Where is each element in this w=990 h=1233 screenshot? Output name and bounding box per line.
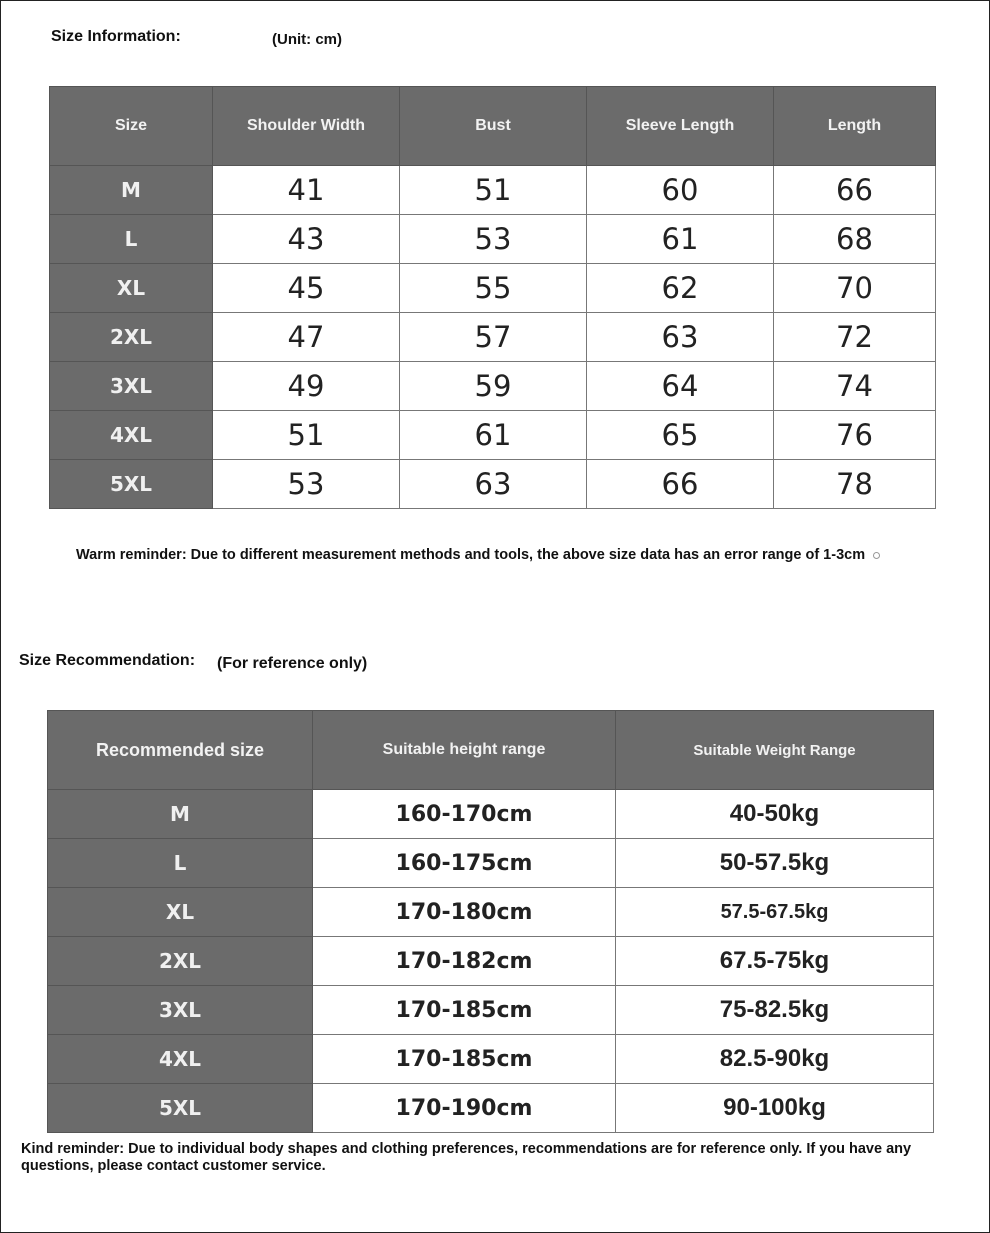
shoulder-width-cell: 45 <box>213 264 400 313</box>
size-info-table <box>49 86 936 509</box>
shoulder-width-cell: 47 <box>213 313 400 362</box>
length-cell: 74 <box>774 362 936 411</box>
size-recommendation-row <box>48 1035 934 1084</box>
size-cell: XL <box>50 264 213 313</box>
warm-reminder-text: Warm reminder: Due to different measurement methods and tools, the above size data has an error range of 1-3cm <box>76 547 866 563</box>
size-cell: L <box>50 215 213 264</box>
bust-cell: 55 <box>400 264 587 313</box>
size-recommendation-row <box>48 790 934 839</box>
header-bust: Bust <box>400 87 587 166</box>
recommended-size-cell: M <box>48 790 313 839</box>
bust-cell: 57 <box>400 313 587 362</box>
size-info-title: Size Information: <box>51 28 181 45</box>
warm-reminder <box>76 547 880 563</box>
size-info-row <box>50 460 936 509</box>
size-recommendation-header-row <box>48 711 934 790</box>
shoulder-width-cell: 41 <box>213 166 400 215</box>
height-range-cell: 170-185cm <box>313 986 616 1035</box>
weight-range-cell: 57.5-67.5kg <box>616 888 934 937</box>
shoulder-width-cell: 53 <box>213 460 400 509</box>
size-recommendation-row <box>48 986 934 1035</box>
size-cell: 3XL <box>50 362 213 411</box>
header-size: Size <box>50 87 213 166</box>
height-range-cell: 160-175cm <box>313 839 616 888</box>
length-cell: 68 <box>774 215 936 264</box>
length-cell: 78 <box>774 460 936 509</box>
header-weight-range: Suitable Weight Range <box>616 711 934 790</box>
circle-dot-icon <box>873 552 880 559</box>
weight-range-cell: 67.5-75kg <box>616 937 934 986</box>
sleeve-length-cell: 65 <box>587 411 774 460</box>
size-cell: 5XL <box>50 460 213 509</box>
header-height-range: Suitable height range <box>313 711 616 790</box>
recommended-size-cell: 5XL <box>48 1084 313 1133</box>
height-range-cell: 170-182cm <box>313 937 616 986</box>
sleeve-length-cell: 66 <box>587 460 774 509</box>
bust-cell: 51 <box>400 166 587 215</box>
size-cell: 4XL <box>50 411 213 460</box>
size-recommendation-row <box>48 839 934 888</box>
shoulder-width-cell: 43 <box>213 215 400 264</box>
size-info-unit: (Unit: cm) <box>272 31 342 48</box>
header-shoulder-width: Shoulder Width <box>213 87 400 166</box>
bust-cell: 59 <box>400 362 587 411</box>
weight-range-cell: 40-50kg <box>616 790 934 839</box>
recommended-size-cell: 2XL <box>48 937 313 986</box>
height-range-cell: 170-190cm <box>313 1084 616 1133</box>
shoulder-width-cell: 51 <box>213 411 400 460</box>
weight-range-cell: 50-57.5kg <box>616 839 934 888</box>
size-info-row <box>50 362 936 411</box>
sleeve-length-cell: 60 <box>587 166 774 215</box>
size-info-row <box>50 313 936 362</box>
sleeve-length-cell: 61 <box>587 215 774 264</box>
weight-range-cell: 75-82.5kg <box>616 986 934 1035</box>
length-cell: 76 <box>774 411 936 460</box>
size-info-row <box>50 264 936 313</box>
header-recommended-size: Recommended size <box>48 711 313 790</box>
length-cell: 72 <box>774 313 936 362</box>
kind-reminder: Kind reminder: Due to individual body shapes and clothing preferences, recommendations are for reference only. If you have any questions, please contact customer service. <box>21 1141 912 1174</box>
size-recommendation-row <box>48 937 934 986</box>
recommended-size-cell: 3XL <box>48 986 313 1035</box>
bust-cell: 61 <box>400 411 587 460</box>
recommended-size-cell: L <box>48 839 313 888</box>
length-cell: 66 <box>774 166 936 215</box>
bust-cell: 53 <box>400 215 587 264</box>
header-sleeve-length: Sleeve Length <box>587 87 774 166</box>
size-recommendation-table <box>47 710 934 1133</box>
weight-range-cell: 82.5-90kg <box>616 1035 934 1084</box>
length-cell: 70 <box>774 264 936 313</box>
size-info-row <box>50 215 936 264</box>
size-cell: M <box>50 166 213 215</box>
recommended-size-cell: 4XL <box>48 1035 313 1084</box>
height-range-cell: 160-170cm <box>313 790 616 839</box>
height-range-cell: 170-180cm <box>313 888 616 937</box>
sleeve-length-cell: 62 <box>587 264 774 313</box>
size-recommendation-row <box>48 888 934 937</box>
sleeve-length-cell: 64 <box>587 362 774 411</box>
size-cell: 2XL <box>50 313 213 362</box>
size-recommendation-subtitle: (For reference only) <box>217 655 368 672</box>
size-recommendation-row <box>48 1084 934 1133</box>
weight-range-cell: 90-100kg <box>616 1084 934 1133</box>
size-info-row <box>50 166 936 215</box>
sleeve-length-cell: 63 <box>587 313 774 362</box>
bust-cell: 63 <box>400 460 587 509</box>
size-info-header-row <box>50 87 936 166</box>
shoulder-width-cell: 49 <box>213 362 400 411</box>
recommended-size-cell: XL <box>48 888 313 937</box>
header-length: Length <box>774 87 936 166</box>
size-info-row <box>50 411 936 460</box>
size-recommendation-title: Size Recommendation: <box>19 652 196 669</box>
height-range-cell: 170-185cm <box>313 1035 616 1084</box>
